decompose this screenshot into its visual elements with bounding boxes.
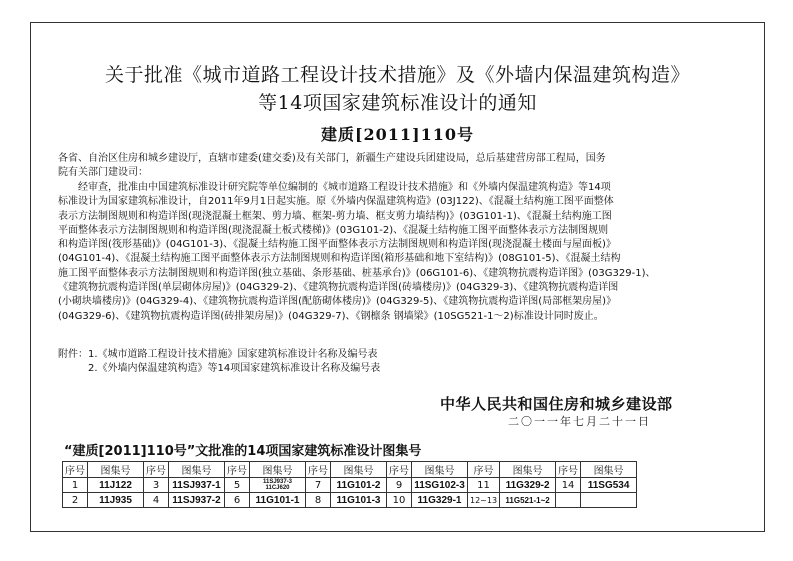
cell-code: 11J122 [88, 478, 144, 493]
header-sn: 序号 [63, 462, 88, 478]
body-line: (04G329-6)、《建筑物抗震构造详图(砖排架房屋)》(04G329-7)、《钢檩条 钢墙梁》(10SG521-1～2)标准设计同时废止。 [58, 310, 604, 322]
cell-sn: 5 [225, 478, 250, 493]
issue-date: 二〇一一年七月二十一日 [508, 415, 651, 428]
cell-code: 11SJ937-3 11CJ620 [250, 478, 306, 493]
body-line: 施工图平面整体表示方法制图规则和构造详图(独立基础、条形基础、桩基承台)》(06G101-6)、《建筑物抗震构造详图》(03G329-1)、 [58, 267, 656, 279]
cell-code: 11G101-2 [331, 478, 387, 493]
document-number: 建质[2011]110号 [320, 125, 475, 144]
cell-sn: 3 [144, 478, 169, 493]
notice-title-line1: 关于批准《城市道路工程设计技术措施》及《外墙内保温建筑构造》 [104, 64, 690, 86]
body-line: 《建筑物抗震构造详图(单层砌体房屋)》(04G329-2)、《建筑物抗震构造详图(砖墙楼房)》(04G329-3)、《建筑物抗震构造详图 [58, 282, 619, 294]
addressees-line1: 各省、自治区住房和城乡建设厅，直辖市建委(建交委)及有关部门，新疆生产建设兵团建设局，总后基建营房部工程局，国务 [58, 153, 606, 164]
body-line: (04G101-4)、《混凝土结构施工图平面整体表示方法制图规则和构造详图(箱形基础和地下室结构)》(08G101-5)、《混凝土结构 [58, 253, 621, 265]
cell-sn: 9 [387, 478, 412, 493]
addressees-line2: 院有关部门建设司： [58, 167, 148, 179]
cell-code: 11J935 [88, 493, 144, 508]
cell-sn: 12~13 [468, 493, 500, 508]
header-code: 图集号 [412, 462, 468, 478]
body-line: 和构造详图(筏形基础)》(04G101-3)、《混凝土结构施工图平面整体表示方法制图规则和构造详图(现浇混凝土楼面与屋面板)》 [58, 239, 616, 251]
body-line: 表示方法制图规则和构造详图(现浇混凝土框架、剪力墙、框架-剪力墙、框支剪力墙结构)》(03G101-1)、《混凝土结构施工图 [58, 210, 612, 222]
header-sn: 序号 [306, 462, 331, 478]
header-sn: 序号 [144, 462, 169, 478]
cell-sn: 6 [225, 493, 250, 508]
cell-sn: 4 [144, 493, 169, 508]
cell-sn: 10 [387, 493, 412, 508]
cell-sn: 1 [63, 478, 88, 493]
header-code: 图集号 [169, 462, 225, 478]
table-row [63, 493, 637, 508]
cell-code [581, 493, 637, 508]
cell-sn: 2 [63, 493, 88, 508]
issuing-organization: 中华人民共和国住房和城乡建设部 [440, 395, 673, 413]
header-code: 图集号 [88, 462, 144, 478]
cell-code: 11SG534 [581, 478, 637, 493]
header-sn: 序号 [387, 462, 412, 478]
table-title: “建质[2011]110号”文批准的14项国家建筑标准设计图集号 [64, 444, 422, 459]
header-code: 图集号 [500, 462, 556, 478]
cell-sn [556, 493, 581, 508]
body-paragraph [58, 181, 718, 324]
cell-sn: 11 [468, 478, 500, 493]
cell-code: 11G329-2 [500, 478, 556, 493]
header-code: 图集号 [331, 462, 387, 478]
attachment-2: 2.《外墙内保温建筑构造》等14项国家建筑标准设计名称及编号表 [58, 363, 381, 375]
header-code: 图集号 [250, 462, 306, 478]
cell-code: 11G101-1 [250, 493, 306, 508]
attachment-1: 附件：1.《城市道路工程设计技术措施》国家建筑标准设计名称及编号表 [58, 349, 378, 360]
header-sn: 序号 [556, 462, 581, 478]
body-line: 经审查，批准由中国建筑标准设计研究院等单位编制的《城市道路工程设计技术措施》和《外墙内保温建筑构造》等14项 [58, 182, 611, 193]
cell-code: 11SG102-3 [412, 478, 468, 493]
cell-code: 11G521-1~2 [500, 493, 556, 508]
cell-sn: 7 [306, 478, 331, 493]
cell-code: 11G101-3 [331, 493, 387, 508]
table-row [63, 478, 637, 493]
table-header-row [63, 462, 637, 478]
notice-title-line2: 等14项国家建筑标准设计的通知 [258, 92, 537, 114]
header-code: 图集号 [581, 462, 637, 478]
cell-code: 11G329-1 [412, 493, 468, 508]
attachments [58, 348, 718, 377]
standards-table [62, 461, 637, 508]
header-sn: 序号 [468, 462, 500, 478]
body-line: 平面整体表示方法制图规则和构造详图(现浇混凝土板式楼梯)》(03G101-2)、《混凝土结构施工图平面整体表示方法制图规则 [58, 224, 609, 236]
cell-code: 11SJ937-1 [169, 478, 225, 493]
addressees [58, 152, 718, 181]
cell-sn: 14 [556, 478, 581, 493]
cell-sn: 8 [306, 493, 331, 508]
header-sn: 序号 [225, 462, 250, 478]
body-line: (小砌块墙楼房)》(04G329-4)、《建筑物抗震构造详图(配筋砌体楼房)》(04G329-5)、《建筑物抗震构造详图(局部框架房屋)》 [58, 296, 617, 308]
cell-code: 11SJ937-2 [169, 493, 225, 508]
body-line: 标准设计为国家建筑标准设计，自2011年9月1日起实施。原《外墙内保温建筑构造》(03J122)、《混凝土结构施工图平面整体 [58, 196, 614, 208]
